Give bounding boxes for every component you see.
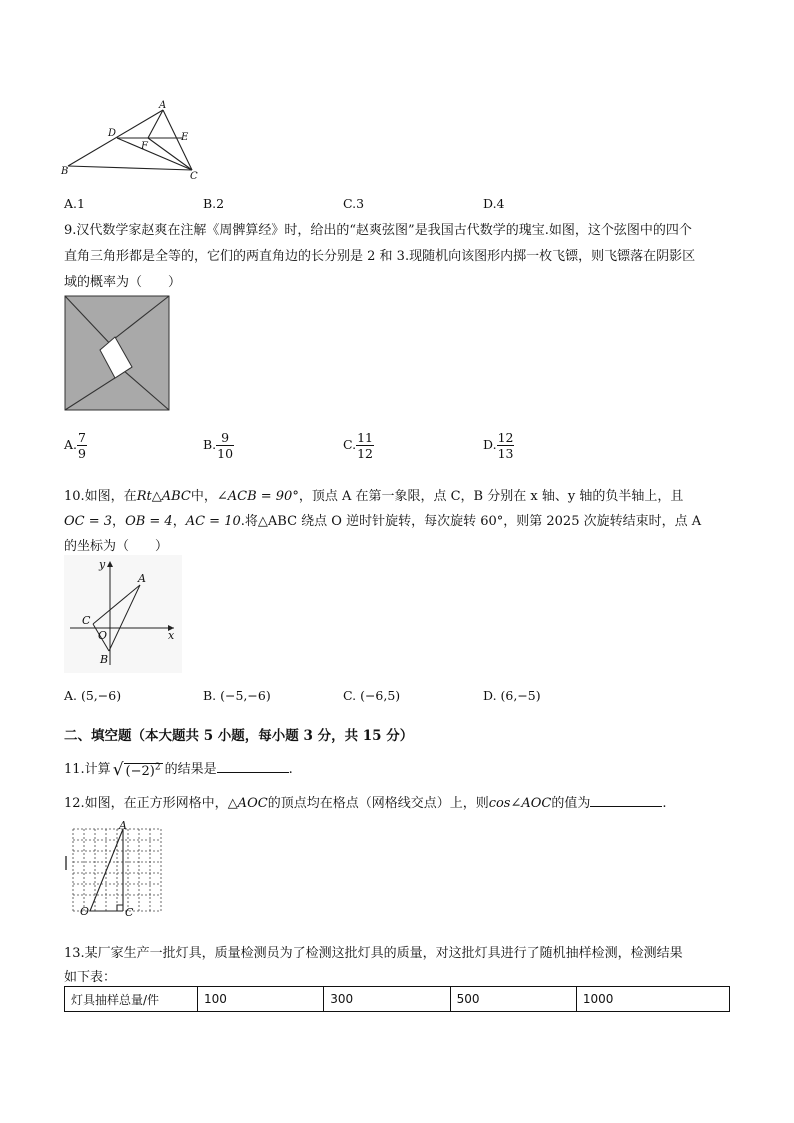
table-cell: 1000 [576, 987, 729, 1012]
q8-option-d: D.4 [483, 196, 505, 211]
q8-label-a: A [159, 100, 167, 111]
table-cell: 100 [198, 987, 324, 1012]
table-cell: 灯具抽样总量/件 [65, 987, 198, 1012]
q8-option-c: C.3 [343, 196, 365, 211]
q10-label-x: x [168, 629, 175, 642]
q11-text: 11.计算 √ $(-2)^2$ 的结果是 . [64, 759, 293, 780]
q13-text-line2: 如下表： [64, 970, 117, 985]
q10-label-o: O [98, 629, 108, 642]
q10-text-line2: OC = 3，OB = 4，AC = 10.将△ABC 绕点 O 逆时针旋转，每次旋转 60°，则第 2025 次旋转结束时，点 A [64, 514, 702, 529]
q13-sampling-table [64, 986, 730, 1012]
q12-answer-blank[interactable] [590, 794, 662, 807]
table-cell: 500 [450, 987, 576, 1012]
q12-label-a: A [119, 819, 127, 832]
q10-coordinate-figure [64, 555, 182, 673]
q8-label-c: C [190, 171, 198, 180]
q10-option-a: A. (5,−6) [64, 688, 122, 703]
q11-answer-blank[interactable] [217, 760, 289, 773]
q10-option-d: D. (6,−5) [483, 688, 541, 703]
q9-option-b: B. $\frac{9}{10}$ [203, 430, 234, 461]
q10-option-c: C. (−6,5) [343, 688, 401, 703]
q9-option-a: A. $\frac{7}{9}$ [64, 430, 86, 461]
q11-sqrt-expression: √ $(-2)^2$ [112, 759, 161, 780]
q8-option-b: B.2 [203, 196, 225, 211]
q9-text-line2: 直角三角形都是全等的，它们的两直角边的长分别是 2 和 3.现随机向该图形内掷一枚飞镖，则飞镖落在阴影区 [64, 249, 696, 264]
q12-label-c: C [125, 906, 134, 919]
q13-text-line1: 13.某厂家生产一批灯具，质量检测员为了检测这批灯具的质量，对这批灯具进行了随机抽样检测，检测结果 [64, 946, 683, 961]
q10-text-line3: 的坐标为（ ） [64, 539, 169, 554]
q12-dashed-grid [73, 829, 161, 911]
q12-right-angle-mark [117, 905, 123, 911]
zhao-shuang-chord-diagram [64, 295, 170, 411]
q8-triangle-figure [60, 98, 210, 180]
q10-text-line1: 10.如图，在Rt△ABC中，∠ACB = 90°，顶点 A 在第一象限，点 C，B 分别在 x 轴、y 轴的负半轴上，且 [64, 489, 684, 504]
q12-grid-figure [64, 818, 166, 924]
q12-text: 12.如图，在正方形网格中，△AOC的顶点均在格点（网格线交点）上，则cos∠AOC的值为 . [64, 796, 667, 811]
q9-text-line3: 域的概率为（ ） [64, 275, 182, 290]
section-2-heading: 二、填空题（本大题共 5 小题，每小题 3 分，共 15 分） [64, 728, 414, 744]
q9-option-d: D. $\frac{12}{13}$ [483, 430, 514, 461]
q9-option-c: C. $\frac{11}{12}$ [343, 430, 373, 461]
q10-label-b: B [100, 653, 109, 666]
q8-label-e: E [181, 132, 189, 143]
q10-label-y: y [99, 558, 106, 571]
q8-label-f: F [141, 141, 148, 152]
q9-text-line1: 9.汉代数学家赵爽在注解《周髀算经》时，给出的“赵爽弦图”是我国古代数学的瑰宝.如图，这个弦图中的四个 [64, 223, 692, 238]
q10-label-c: C [82, 614, 91, 627]
q8-label-b: B [61, 166, 69, 177]
table-row [65, 987, 730, 1012]
q8-option-a: A.1 [64, 196, 85, 211]
q12-label-o: O [80, 905, 90, 918]
q10-option-b: B. (−5,−6) [203, 688, 271, 703]
q8-label-d: D [108, 128, 117, 139]
table-cell: 300 [324, 987, 450, 1012]
q10-label-a: A [138, 572, 146, 585]
q8-side-bc [68, 166, 192, 170]
